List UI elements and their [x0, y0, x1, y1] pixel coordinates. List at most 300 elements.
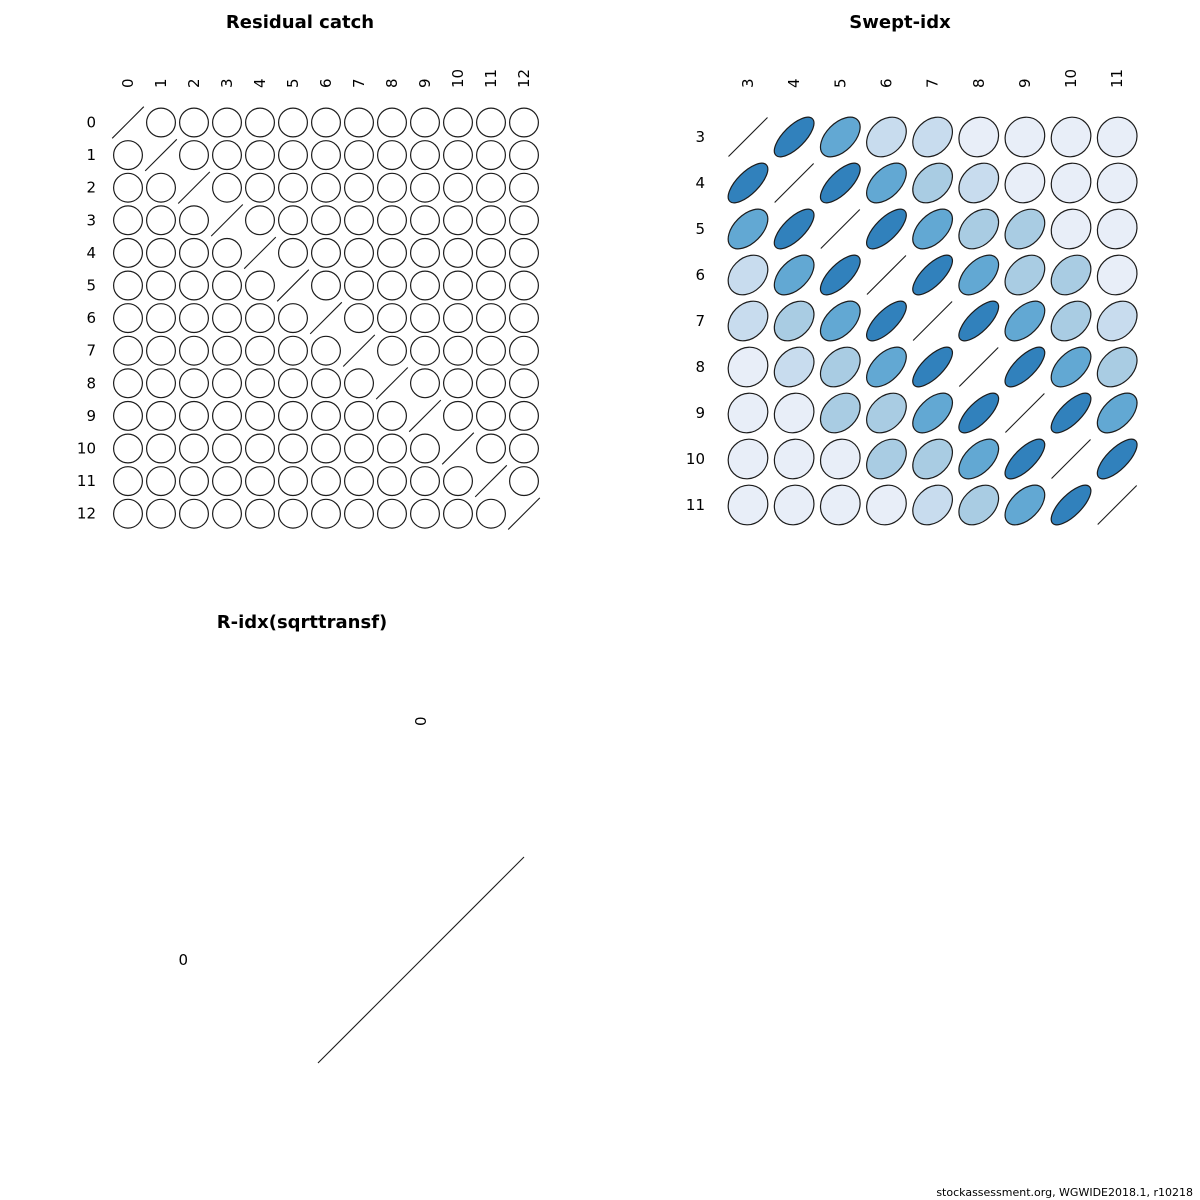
- corr-ellipse-cell: [953, 387, 1005, 439]
- corr-ellipse-cell: [504, 428, 545, 469]
- corr-ellipse-cell: [999, 433, 1051, 485]
- corr-ellipse-cell: [471, 167, 512, 208]
- corr-ellipse-cell: [504, 396, 545, 437]
- corr-ellipse-cell: [998, 478, 1052, 532]
- corr-ellipse-cell: [273, 102, 314, 143]
- corr-ellipse-cell: [997, 155, 1053, 211]
- corr-ellipse-cell: [813, 385, 868, 440]
- corr-ellipse-cell: [999, 341, 1051, 393]
- corr-ellipse-cell: [174, 396, 215, 437]
- corr-ellipse-cell: [273, 298, 314, 339]
- corr-ellipse-cell: [859, 431, 914, 486]
- corr-ellipse-cell: [438, 265, 479, 306]
- corr-ellipse-cell: [438, 330, 479, 371]
- corr-ellipse-cell: [1043, 247, 1098, 302]
- corr-ellipse-cell: [767, 248, 821, 302]
- corr-ellipse-cell: [405, 135, 446, 176]
- corr-ellipse-cell: [405, 363, 446, 404]
- diagonal-unity-cell: [1005, 394, 1044, 433]
- corr-ellipse-cell: [141, 200, 182, 241]
- corr-ellipse-cell: [306, 428, 347, 469]
- corr-ellipse-cell: [240, 363, 281, 404]
- col-label: 8: [969, 78, 988, 88]
- diagonal-unity-cell: [376, 368, 408, 400]
- corr-ellipse-cell: [240, 493, 281, 534]
- swept-idx-title: Swept-idx: [849, 12, 951, 33]
- diagonal-unity-cell: [178, 172, 210, 204]
- row-label: 4: [695, 174, 705, 192]
- corr-ellipse-cell: [240, 330, 281, 371]
- corr-ellipse-cell: [339, 200, 380, 241]
- corr-ellipse-cell: [405, 428, 446, 469]
- col-label: 0: [119, 78, 137, 88]
- diagonal-unity-cell: [1052, 440, 1091, 479]
- corr-ellipse-cell: [273, 363, 314, 404]
- corr-ellipse-cell: [141, 461, 182, 502]
- diagonal-unity-cell: [409, 400, 441, 432]
- corr-ellipse-cell: [174, 330, 215, 371]
- corr-ellipse-cell: [504, 135, 545, 176]
- row-label: 8: [86, 374, 96, 393]
- corr-ellipse-cell: [207, 396, 248, 437]
- corr-ellipse-cell: [767, 293, 822, 348]
- corr-ellipse-cell: [1044, 340, 1098, 394]
- corr-ellipse-cell: [1043, 155, 1099, 211]
- corr-ellipse-cell: [438, 396, 479, 437]
- corr-ellipse-cell: [471, 233, 512, 274]
- corr-ellipse-cell: [720, 431, 776, 487]
- corr-ellipse-cell: [108, 428, 149, 469]
- diagonal-unity-cell: [145, 139, 177, 171]
- corr-ellipse-cell: [905, 477, 960, 532]
- row-label: 6: [86, 309, 96, 328]
- corr-ellipse-cell: [997, 109, 1053, 165]
- corr-ellipse-cell: [813, 294, 867, 348]
- col-label: 10: [449, 68, 467, 88]
- corr-ellipse-cell: [471, 102, 512, 143]
- corr-ellipse-cell: [141, 265, 182, 306]
- diagonal-unity-cell: [112, 107, 144, 139]
- row-label: 12: [76, 504, 96, 523]
- corr-ellipse-cell: [1089, 109, 1145, 165]
- corr-ellipse-cell: [339, 135, 380, 176]
- corr-ellipse-cell: [405, 265, 446, 306]
- row-label: 10: [685, 450, 705, 468]
- row-label: 4: [86, 243, 96, 262]
- corr-ellipse-cell: [372, 396, 413, 437]
- corr-ellipse-cell: [141, 102, 182, 143]
- corr-ellipse-cell: [504, 330, 545, 371]
- corr-ellipse-cell: [306, 167, 347, 208]
- corr-ellipse-cell: [273, 167, 314, 208]
- corr-ellipse-cell: [813, 339, 868, 394]
- corr-ellipse-cell: [1089, 155, 1145, 211]
- corr-ellipse-cell: [471, 200, 512, 241]
- corr-ellipse-cell: [339, 265, 380, 306]
- corr-ellipse-cell: [768, 111, 820, 163]
- diagonal-unity-cell: [244, 237, 276, 269]
- corr-ellipse-cell: [405, 298, 446, 339]
- corr-ellipse-cell: [372, 428, 413, 469]
- corr-ellipse-cell: [372, 233, 413, 274]
- corr-ellipse-cell: [504, 167, 545, 208]
- corr-ellipse-cell: [141, 428, 182, 469]
- corr-ellipse-cell: [905, 431, 960, 486]
- corr-ellipse-cell: [471, 428, 512, 469]
- corr-ellipse-cell: [1045, 387, 1097, 439]
- corr-ellipse-cell: [108, 461, 149, 502]
- col-label: 6: [877, 78, 896, 88]
- row-label: 1: [86, 146, 96, 165]
- corr-ellipse-cell: [905, 109, 961, 165]
- corr-ellipse-cell: [174, 102, 215, 143]
- corr-ellipse-cell: [471, 265, 512, 306]
- corr-ellipse-cell: [471, 363, 512, 404]
- corr-ellipse-cell: [721, 202, 775, 256]
- col-label: 7: [923, 78, 942, 88]
- corr-ellipse-cell: [273, 330, 314, 371]
- corr-ellipse-cell: [766, 339, 822, 395]
- corr-ellipse-cell: [240, 298, 281, 339]
- corr-ellipse-cell: [141, 396, 182, 437]
- corr-ellipse-cell: [273, 396, 314, 437]
- corr-ellipse-cell: [1089, 247, 1145, 303]
- corr-ellipse-cell: [812, 431, 868, 487]
- corr-ellipse-cell: [720, 247, 775, 302]
- row-label: 10: [76, 439, 96, 458]
- diagonal-unity-cell: [211, 205, 243, 237]
- corr-ellipse-cell: [997, 201, 1052, 256]
- diagonal-unity-cell: [959, 348, 998, 387]
- corr-ellipse-cell: [471, 330, 512, 371]
- corr-ellipse-cell: [471, 298, 512, 339]
- corr-ellipse-cell: [951, 109, 1007, 165]
- corr-ellipse-cell: [108, 167, 149, 208]
- corr-ellipse-cell: [207, 330, 248, 371]
- corr-ellipse-cell: [372, 493, 413, 534]
- corr-ellipse-cell: [240, 200, 281, 241]
- corr-ellipse-cell: [812, 477, 868, 533]
- corr-ellipse-cell: [306, 265, 347, 306]
- corr-ellipse-cell: [1043, 293, 1098, 348]
- row-label: 5: [695, 220, 705, 238]
- corr-ellipse-cell: [174, 461, 215, 502]
- corr-ellipse-cell: [207, 493, 248, 534]
- corr-ellipse-cell: [372, 461, 413, 502]
- corr-ellipse-cell: [108, 330, 149, 371]
- corr-ellipse-cell: [306, 461, 347, 502]
- col-label: 2: [185, 78, 203, 88]
- col-label: 9: [1015, 78, 1034, 88]
- corr-ellipse-cell: [207, 102, 248, 143]
- corr-ellipse-cell: [372, 200, 413, 241]
- corr-ellipse-cell: [405, 167, 446, 208]
- corr-ellipse-cell: [1089, 293, 1144, 348]
- corr-ellipse-cell: [405, 330, 446, 371]
- corr-ellipse-cell: [906, 386, 960, 440]
- corr-ellipse-cell: [861, 203, 913, 255]
- corr-ellipse-cell: [814, 249, 866, 301]
- corr-ellipse-cell: [951, 477, 1006, 532]
- corr-ellipse-cell: [240, 135, 281, 176]
- diagonal-unity-cell: [318, 857, 524, 1063]
- corr-ellipse-cell: [339, 428, 380, 469]
- diagonal-unity-cell: [343, 335, 375, 367]
- corr-ellipse-cell: [141, 233, 182, 274]
- corr-ellipse-cell: [859, 156, 913, 210]
- corr-ellipse-cell: [504, 298, 545, 339]
- corr-ellipse-cell: [372, 298, 413, 339]
- corr-ellipse-cell: [306, 135, 347, 176]
- corr-ellipse-cell: [1045, 479, 1097, 531]
- corr-ellipse-cell: [240, 461, 281, 502]
- corr-ellipse-cell: [240, 102, 281, 143]
- corr-ellipse-cell: [339, 298, 380, 339]
- col-label: 4: [251, 78, 269, 88]
- col-label: 0: [412, 716, 430, 726]
- corr-ellipse-cell: [108, 298, 149, 339]
- corr-ellipse-cell: [766, 477, 822, 533]
- corr-ellipse-cell: [240, 167, 281, 208]
- row-label: 9: [695, 404, 705, 422]
- corr-ellipse-cell: [306, 233, 347, 274]
- corr-ellipse-cell: [207, 461, 248, 502]
- corr-ellipse-cell: [953, 295, 1005, 347]
- corr-ellipse-cell: [207, 298, 248, 339]
- corr-ellipse-cell: [859, 109, 914, 164]
- corr-ellipse-cell: [306, 363, 347, 404]
- corr-ellipse-cell: [858, 477, 914, 533]
- row-label: 6: [695, 266, 705, 284]
- corr-ellipse-cell: [438, 200, 479, 241]
- diagonal-unity-cell: [508, 498, 540, 530]
- corr-ellipse-cell: [141, 298, 182, 339]
- row-label: 0: [86, 113, 96, 132]
- corr-ellipse-cell: [720, 477, 776, 533]
- col-label: 5: [831, 78, 850, 88]
- corr-ellipse-cell: [141, 167, 182, 208]
- col-label: 7: [350, 78, 368, 88]
- corr-ellipse-cell: [438, 233, 479, 274]
- corr-ellipse-cell: [471, 135, 512, 176]
- corr-ellipse-cell: [504, 461, 545, 502]
- corr-ellipse-cell: [907, 341, 959, 393]
- row-label: 8: [695, 358, 705, 376]
- corr-ellipse-cell: [108, 363, 149, 404]
- corr-ellipse-cell: [997, 247, 1052, 302]
- corr-ellipse-cell: [438, 167, 479, 208]
- diagonal-unity-cell: [1098, 486, 1137, 525]
- col-label: 8: [383, 78, 401, 88]
- corr-ellipse-cell: [174, 298, 215, 339]
- corr-ellipse-cell: [766, 431, 822, 487]
- corr-ellipse-cell: [174, 363, 215, 404]
- diagonal-unity-cell: [442, 433, 474, 465]
- col-label: 9: [416, 78, 434, 88]
- corr-ellipse-cell: [405, 493, 446, 534]
- col-label: 10: [1062, 68, 1081, 88]
- corr-ellipse-cell: [339, 493, 380, 534]
- corr-ellipse-cell: [207, 265, 248, 306]
- col-label: 5: [284, 78, 302, 88]
- corr-ellipse-cell: [1043, 201, 1099, 257]
- corr-ellipse-cell: [1043, 109, 1099, 165]
- row-label: 3: [86, 211, 96, 230]
- col-label: 6: [317, 78, 335, 88]
- col-label: 3: [218, 78, 236, 88]
- corr-ellipse-cell: [438, 493, 479, 534]
- corr-ellipse-cell: [141, 363, 182, 404]
- corr-ellipse-cell: [1091, 433, 1143, 485]
- corr-ellipse-cell: [372, 330, 413, 371]
- corr-ellipse-cell: [952, 248, 1006, 302]
- swept-idx-matrix: [686, 69, 1145, 533]
- corr-ellipse-cell: [273, 428, 314, 469]
- corr-ellipse-cell: [306, 102, 347, 143]
- corr-ellipse-cell: [1089, 201, 1145, 257]
- corr-ellipse-cell: [174, 200, 215, 241]
- corr-ellipse-cell: [471, 493, 512, 534]
- corr-ellipse-cell: [907, 249, 959, 301]
- corr-ellipse-cell: [372, 167, 413, 208]
- corr-ellipse-cell: [339, 396, 380, 437]
- corr-ellipse-cell: [998, 294, 1052, 348]
- corr-ellipse-cell: [273, 461, 314, 502]
- corr-ellipse-cell: [240, 396, 281, 437]
- corr-ellipse-cell: [720, 293, 776, 349]
- corr-ellipse-cell: [174, 233, 215, 274]
- row-label: 3: [695, 128, 705, 146]
- col-label: 4: [785, 78, 804, 88]
- corr-ellipse-cell: [951, 155, 1007, 211]
- corr-ellipse-cell: [766, 385, 822, 441]
- corr-ellipse-cell: [207, 233, 248, 274]
- corr-ellipse-cell: [141, 493, 182, 534]
- corr-ellipse-cell: [471, 396, 512, 437]
- corr-ellipse-cell: [720, 339, 776, 395]
- corr-ellipse-cell: [108, 200, 149, 241]
- diagonal-unity-cell: [821, 210, 860, 249]
- corr-ellipse-cell: [1090, 386, 1144, 440]
- corr-ellipse-cell: [108, 396, 149, 437]
- corr-ellipse-cell: [273, 233, 314, 274]
- corr-ellipse-cell: [1090, 339, 1145, 394]
- footer-attribution: stockassessment.org, WGWIDE2018.1, r10218: [936, 1186, 1193, 1199]
- diagonal-unity-cell: [867, 256, 906, 295]
- r-idx-title: R-idx(sqrttransf): [216, 612, 388, 633]
- col-label: 3: [739, 78, 757, 88]
- corr-ellipse-cell: [174, 493, 215, 534]
- corr-ellipse-cell: [108, 233, 149, 274]
- corr-ellipse-cell: [174, 265, 215, 306]
- corr-ellipse-cell: [438, 102, 479, 143]
- corr-ellipse-cell: [504, 265, 545, 306]
- row-label: 7: [695, 312, 705, 330]
- corr-ellipse-cell: [405, 461, 446, 502]
- diagonal-unity-cell: [310, 302, 342, 334]
- col-label: 11: [1108, 68, 1127, 88]
- col-label: 11: [482, 68, 500, 88]
- corr-ellipse-cell: [859, 385, 914, 440]
- corr-ellipse-cell: [339, 363, 380, 404]
- row-label: 0: [178, 951, 188, 969]
- corr-ellipse-cell: [372, 265, 413, 306]
- diagonal-unity-cell: [913, 302, 952, 341]
- col-label: 1: [152, 78, 170, 88]
- corr-ellipse-cell: [306, 396, 347, 437]
- corr-ellipse-cell: [141, 330, 182, 371]
- diagonal-unity-cell: [277, 270, 309, 302]
- corr-ellipse-cell: [504, 233, 545, 274]
- corr-ellipse-cell: [405, 200, 446, 241]
- corr-ellipse-cell: [306, 200, 347, 241]
- diagonal-unity-cell: [775, 164, 814, 203]
- corr-ellipse-cell: [174, 428, 215, 469]
- row-label: 9: [86, 406, 96, 425]
- corr-ellipse-cell: [438, 298, 479, 339]
- row-label: 11: [76, 472, 96, 491]
- r-idx-matrix: [178, 716, 524, 1063]
- corr-ellipse-cell: [438, 363, 479, 404]
- corr-ellipse-cell: [906, 202, 960, 256]
- corr-ellipse-cell: [405, 102, 446, 143]
- corr-ellipse-cell: [951, 201, 1006, 256]
- residual-catch-matrix: [77, 69, 544, 534]
- corr-ellipse-cell: [273, 493, 314, 534]
- corr-ellipse-cell: [405, 233, 446, 274]
- corr-ellipse-cell: [339, 233, 380, 274]
- col-label: 12: [515, 68, 533, 88]
- corr-ellipse-cell: [273, 135, 314, 176]
- corr-ellipse-cell: [859, 340, 913, 394]
- corr-ellipse-cell: [240, 265, 281, 306]
- corr-ellipse-cell: [207, 135, 248, 176]
- row-label: 5: [86, 276, 96, 295]
- corr-ellipse-cell: [814, 157, 866, 209]
- corr-ellipse-cell: [504, 200, 545, 241]
- corr-ellipse-cell: [108, 493, 149, 534]
- corr-ellipse-cell: [905, 155, 960, 210]
- diagonal-unity-cell: [475, 465, 507, 497]
- corr-ellipse-cell: [372, 135, 413, 176]
- corr-ellipse-cell: [504, 102, 545, 143]
- corr-ellipse-cell: [861, 295, 913, 347]
- corr-ellipse-cell: [813, 110, 867, 164]
- corr-ellipse-cell: [273, 200, 314, 241]
- residual-catch-title: Residual catch: [225, 12, 375, 33]
- corr-ellipse-cell: [306, 493, 347, 534]
- row-label: 11: [685, 496, 705, 514]
- corr-ellipse-cell: [240, 428, 281, 469]
- corr-ellipse-cell: [108, 135, 149, 176]
- corr-ellipse-cell: [720, 385, 776, 441]
- corr-ellipse-cell: [108, 265, 149, 306]
- corr-ellipse-cell: [339, 461, 380, 502]
- corr-ellipse-cell: [207, 428, 248, 469]
- row-label: 7: [86, 341, 96, 360]
- corr-ellipse-cell: [504, 363, 545, 404]
- corr-ellipse-cell: [438, 461, 479, 502]
- corr-ellipse-cell: [174, 135, 215, 176]
- row-label: 2: [86, 178, 96, 197]
- corr-ellipse-cell: [952, 432, 1006, 486]
- corr-ellipse-cell: [768, 203, 820, 255]
- corr-ellipse-cell: [306, 330, 347, 371]
- corr-ellipse-cell: [438, 135, 479, 176]
- corr-ellipse-cell: [339, 167, 380, 208]
- corr-ellipse-cell: [207, 363, 248, 404]
- corr-ellipse-cell: [207, 167, 248, 208]
